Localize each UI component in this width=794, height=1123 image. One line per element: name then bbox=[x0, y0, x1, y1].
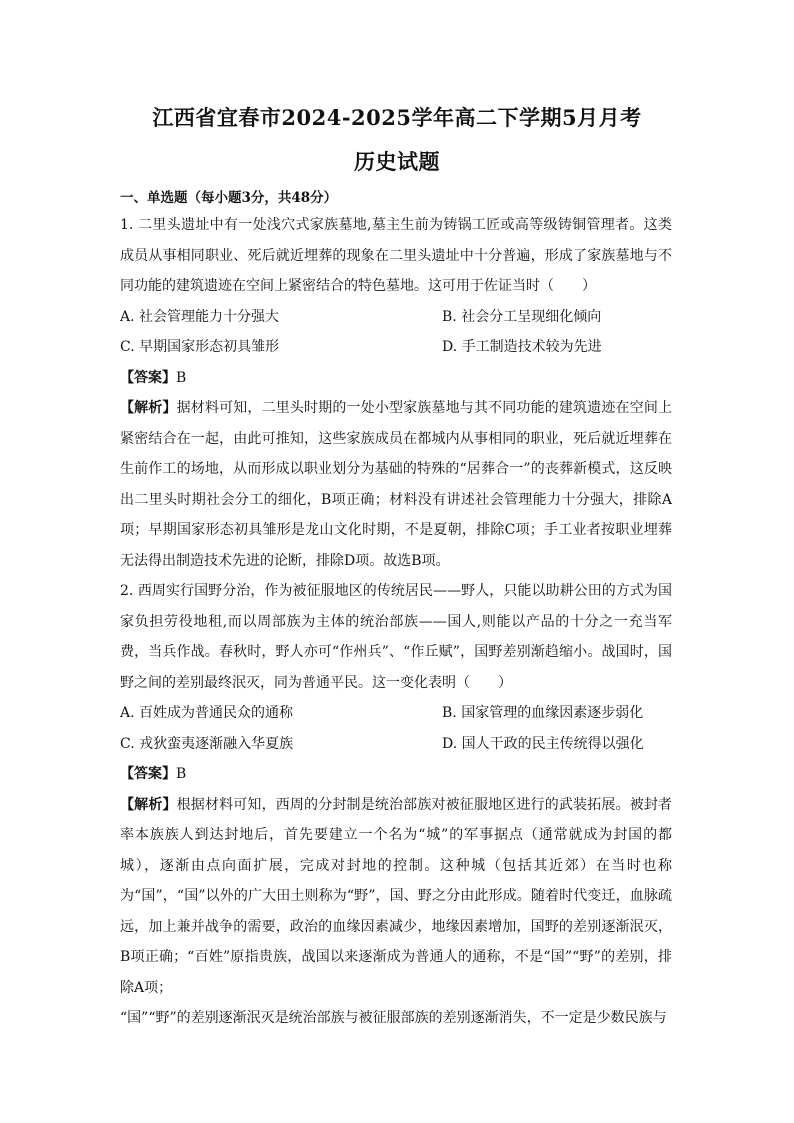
section-heading: 一、单选题（每小题3分，共48分） bbox=[120, 190, 338, 206]
question-1-options-row-2 bbox=[120, 332, 672, 363]
analysis-label: 【解析】 bbox=[120, 400, 177, 416]
analysis-text: 据材料可知，二里头时期的一处小型家族墓地与其不同功能的建筑遗迹在空间上紧密结合在一起，由此可推知，这些家族成员在都城内从事相同的职业，死后就近埋葬在生前作工的场地，从而形成以职业划分为基础的特殊的“居葬合一”的丧葬新模式，这反映出二里头时期社会分工的细化，B项正确；材料没有讲述社会管理能力十分强大，排除A项；早期国家形态初具雏形是龙山文化时期，不是夏朝，排除C项；手工业者按职业埋葬无法得出制造技术先进的论断，排除D项。故选B项。 bbox=[120, 400, 673, 569]
question-1-answer bbox=[120, 363, 672, 394]
question-2-stem: 2. 西周实行国野分治，作为被征服地区的传统居民——野人，只能以助耕公田的方式为国家负担劳役地租,而以周部族为主体的统治部族——国人,则能以产品的十分之一充当军费，当兵作战。春秋时，野人亦可“作州兵”、“作丘赋”，国野差别渐趋缩小。战国时，国野之间的差别最终泯灭，同为普通平民。这一变化表明（ ） bbox=[120, 583, 672, 691]
question-2-options-row-2 bbox=[120, 729, 672, 760]
analysis-label: 【解析】 bbox=[120, 796, 177, 813]
question-2-options-row-1 bbox=[120, 698, 672, 729]
question-1-option-a: A. 社会管理能力十分强大 bbox=[120, 308, 280, 325]
document-title: 江西省宜春市2024-2025学年高二下学期5月月考 bbox=[152, 105, 642, 130]
document-body bbox=[120, 210, 672, 1034]
question-1-option-d: D. 手工制造技术较为先进 bbox=[442, 339, 602, 355]
question-2-option-d: D. 国人干政的民主传统得以强化 bbox=[442, 735, 644, 752]
document-subtitle: 历史试题 bbox=[354, 149, 440, 174]
answer-label: 【答案】 bbox=[120, 766, 176, 782]
question-2-option-c: C. 戎狄蛮夷逐渐融入华夏族 bbox=[120, 735, 294, 752]
question-2-option-a: A. 百姓成为普通民众的通称 bbox=[120, 705, 294, 721]
question-1-stem: 1. 二里头遗址中有一处浅穴式家族墓地,墓主生前为铸锅工匠或高等级铸铜管理者。这类成员从事相同职业、死后就近埋葬的现象在二里头遗址中十分普遍，形成了家族墓地与不同功能的建筑遗迹在空间上紧密结合的特色墓地。这可用于佐证当时（ ） bbox=[120, 217, 672, 294]
question-1-analysis bbox=[120, 393, 672, 576]
question-1-options-row-1 bbox=[120, 302, 672, 333]
answer-label: 【答案】 bbox=[120, 369, 176, 386]
analysis-text: 根据材料可知，西周的分封制是统治部族对被征服地区进行的武装拓展。被封者率本族族人到达封地后，首先要建立一个名为“城”的军事据点（通常就成为封国的都城），逐渐由点向面扩展，完成对封地的控制。这种城（包括其近郊）在当时也称为“国”，“国”以外的广大田土则称为“野”，国、野之分由此形成。随着时代变迁，血脉疏远，加上兼并战争的需要，政治的血缘因素减少，地缘因素增加，国野的差别逐渐泯灭，B项正确；“百姓”原指贵族，战国以来逐渐成为普通人的通称，不是“国”“野”的差别，排除A项； bbox=[120, 796, 673, 996]
answer-value: B bbox=[176, 369, 187, 386]
question-2-answer bbox=[120, 759, 672, 790]
question-2-analysis-continued: “国”“野”的差别逐渐泯灭是统治部族与被征服部族的差别逐渐消失，不一定是少数民族与 bbox=[120, 1010, 667, 1026]
question-2-option-b: B. 国家管理的血缘因素逐步弱化 bbox=[442, 705, 644, 721]
answer-value: B bbox=[176, 766, 187, 782]
question-1-option-b: B. 社会分工呈现细化倾向 bbox=[442, 308, 602, 325]
question-1-option-c: C. 早期国家形态初具雏形 bbox=[120, 339, 280, 355]
question-2-analysis bbox=[120, 790, 672, 1004]
